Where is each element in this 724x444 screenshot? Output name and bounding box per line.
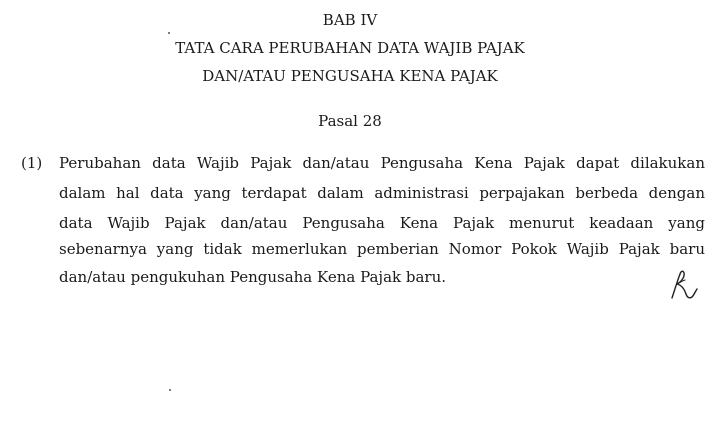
scan-speck [168,32,170,34]
chapter-title-line-1: TATA CARA PERUBAHAN DATA WAJIB PAJAK [175,39,525,57]
article-heading: Pasal 28 [318,112,382,130]
chapter-heading: BAB IV [322,11,378,29]
clause-line-4: sebenarnya yang tidak memerlukan pemberian Nomor Pokok Wajib Pajak baru [59,240,705,258]
clause-line-3: data Wajib Pajak dan/atau Pengusaha Kena Pajak menurut keadaan yang [59,214,705,232]
scan-speck [169,389,171,391]
clause-line-2: dalam hal data yang terdapat dalam administrasi perpajakan berbeda dengan [59,184,705,202]
chapter-title-line-2: DAN/ATAU PENGUSAHA KENA PAJAK [202,67,498,85]
clause-number: (1) [21,154,43,172]
handwritten-paraf-icon [668,268,700,302]
clause-line-1: Perubahan data Wajib Pajak dan/atau Pengusaha Kena Pajak dapat dilakukan [59,154,705,172]
clause-line-5: dan/atau pengukuhan Pengusaha Kena Pajak baru. [59,268,447,286]
